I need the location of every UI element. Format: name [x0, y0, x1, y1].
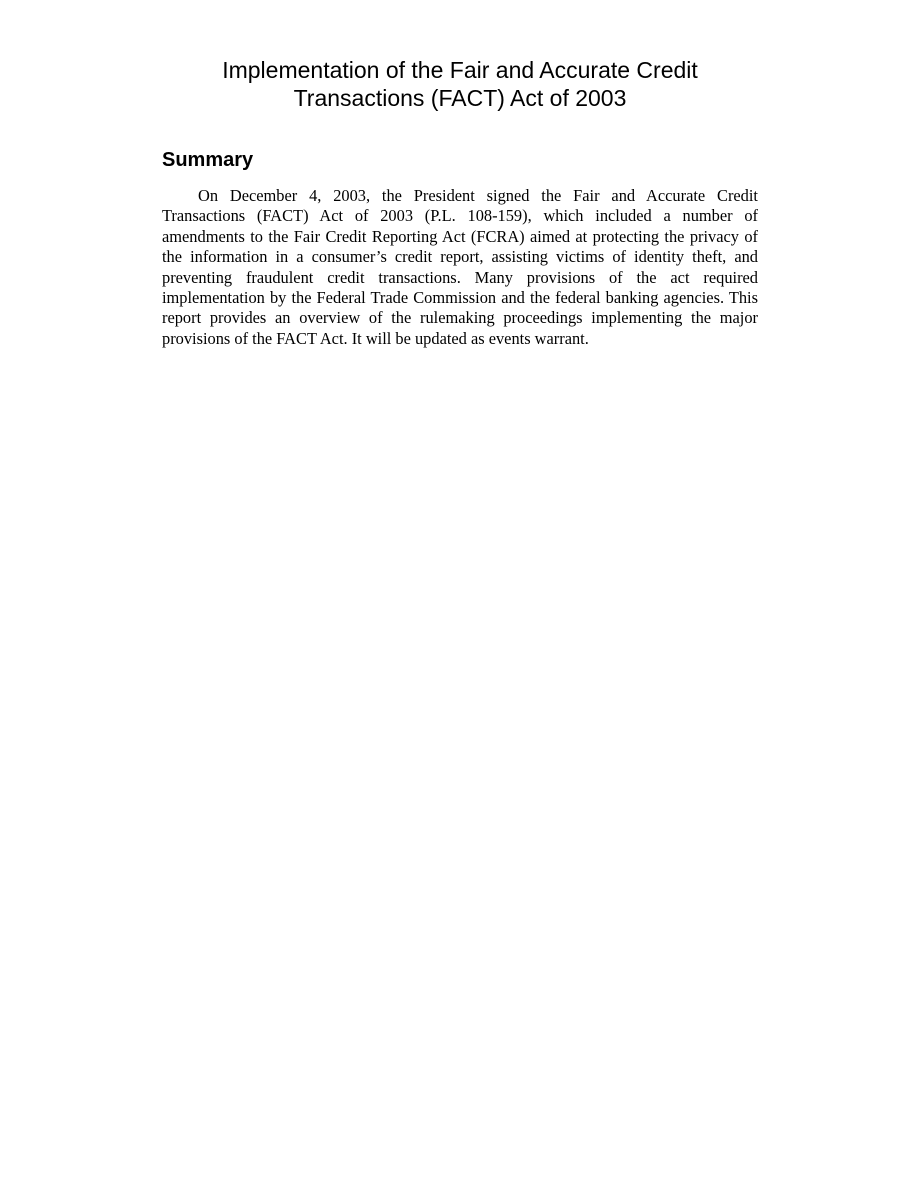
summary-paragraph: On December 4, 2003, the President signed the Fair and Accurate Credit Transactions (FACT) Act of 2003 (P.L. 108-159), which included a number of amendments to the Fair Credit Reporting Act (FCRA) aimed at protecting the privacy of the information in a consumer’s credit report, assisting victims of identity theft, and preventing fraudulent credit transactions. Many provisions of the act required implementation by the Federal Trade Commission and the federal banking agencies. This report provides an overview of the rulemaking proceedings implementing the major provisions of the FACT Act. It will be updated as events warrant. — [162, 186, 758, 348]
summary-heading: Summary — [162, 149, 254, 171]
document-title — [162, 56, 758, 112]
document-title-line-1: Implementation of the Fair and Accurate Credit — [222, 57, 698, 83]
document-page — [162, 56, 758, 349]
document-title-line-2: Transactions (FACT) Act of 2003 — [293, 85, 627, 111]
